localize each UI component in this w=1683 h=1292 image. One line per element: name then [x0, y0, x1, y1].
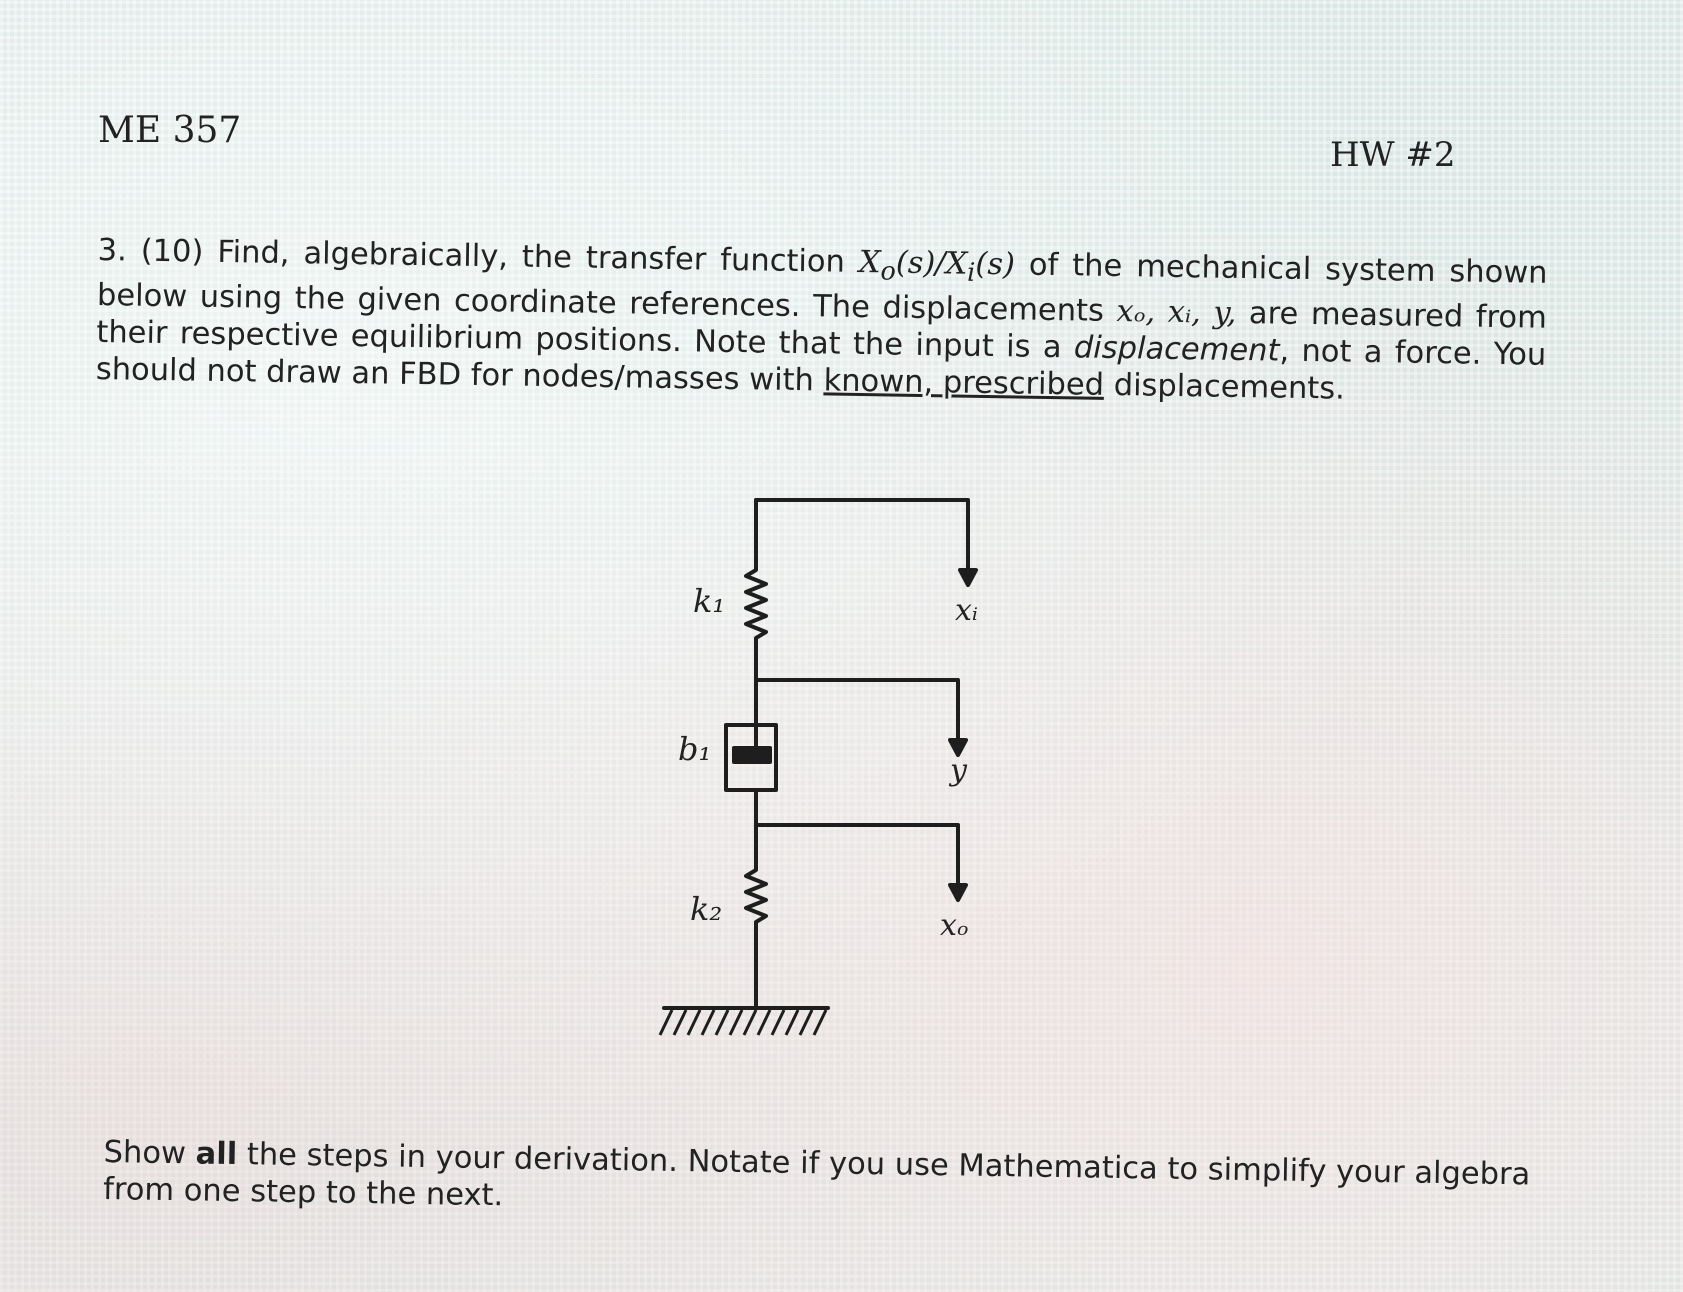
tf-mid: (s)/X — [895, 245, 968, 282]
course-title: ME 357 — [98, 110, 242, 151]
label-xo: xₒ — [940, 908, 969, 943]
label-b1: b₁ — [678, 730, 712, 768]
lower-bar — [756, 825, 958, 890]
underlined-known-prescribed: known, prescribed — [823, 363, 1105, 403]
label-k1: k₁ — [693, 582, 726, 620]
xi-arrow — [960, 570, 976, 585]
tf-den-sub: i — [966, 256, 976, 287]
spring-k1 — [746, 500, 766, 680]
problem-number: 3. — [97, 232, 128, 269]
italic-displacement: displacement — [1073, 330, 1280, 369]
spring-k2 — [746, 825, 766, 1008]
damper-piston — [734, 748, 770, 762]
tf-num: X — [858, 244, 881, 281]
displacement-vars: xₒ, xᵢ, y, — [1116, 294, 1237, 331]
assignment-title: HW #2 — [1330, 135, 1456, 175]
label-y: y — [950, 753, 967, 788]
problem-text-5: displacements. — [1103, 367, 1346, 407]
label-k2: k₂ — [690, 890, 723, 928]
ground-hatch — [660, 1010, 826, 1035]
label-xi: xᵢ — [955, 593, 978, 628]
footer-bold-all: all — [195, 1136, 238, 1173]
footer-text-2: the steps in your derivation. Notate if you use Mathematica to simplify your algebra from one step to the next. — [102, 1137, 1531, 1214]
tf-num-sub: o — [880, 255, 896, 286]
problem-text-4: , not a force. You should not draw an FBD for nodes/masses with — [95, 333, 1547, 399]
footer-text-1: Show — [103, 1134, 196, 1172]
problem-text-1: Find, algebraically, the transfer function — [217, 234, 860, 280]
xo-arrow — [950, 885, 966, 900]
tf-end: (s) — [975, 246, 1016, 283]
problem-text-3: are measured from their respective equilibrium positions. Note that the input is a — [96, 295, 1548, 366]
top-bar — [756, 500, 968, 575]
middle-bar — [756, 680, 958, 745]
problem-text-2: of the mechanical system shown below using the given coordinate references. The displacements — [96, 247, 1548, 330]
problem-points: (10) — [140, 233, 204, 270]
